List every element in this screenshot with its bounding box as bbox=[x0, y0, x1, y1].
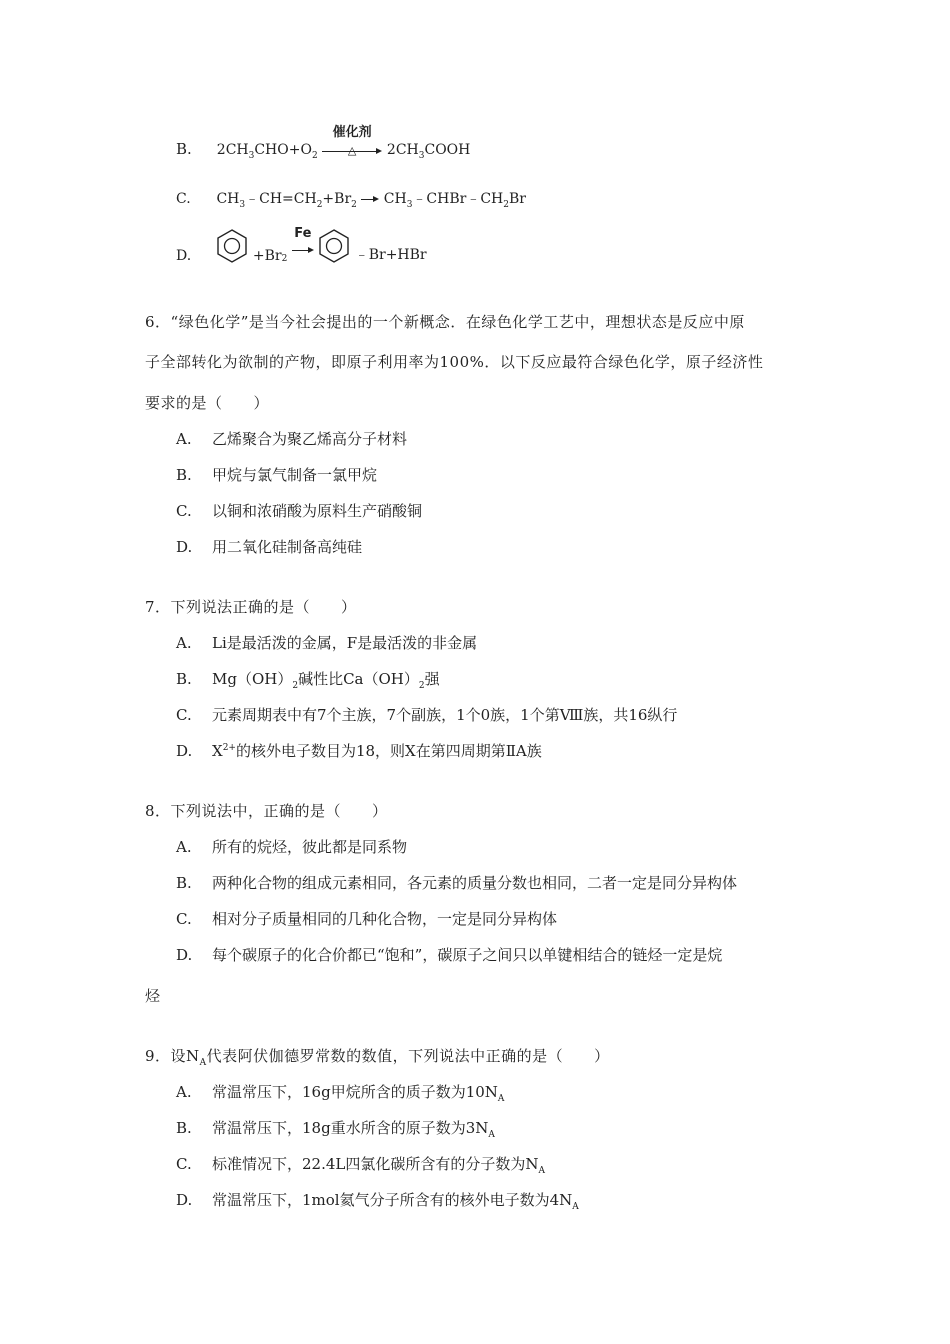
q7-option-c[interactable]: C. 元素周期表中有7个主族，7个副族，1个0族，1个第Ⅷ族，共16纵行 bbox=[176, 706, 678, 724]
q6-option-d[interactable]: D. 用二氧化硅制备高纯硅 bbox=[176, 538, 363, 556]
q8-option-a[interactable]: A. 所有的烷烃，彼此都是同系物 bbox=[176, 838, 408, 856]
q9-option-c[interactable]: C. 标准情况下，22.4L四氯化碳所含有的分子数为$N_A$ bbox=[176, 1155, 545, 1176]
reaction-arrow bbox=[361, 199, 375, 200]
reaction-arrow bbox=[292, 226, 314, 258]
q6-stem-line2: 子全部转化为欲制的产物，即原子利用率为100%．以下反应最符合绿色化学，原子经济性 bbox=[145, 353, 764, 371]
equation-reactants: $2CH_3CHO+O_2$ bbox=[216, 142, 318, 161]
q9-option-d[interactable]: D. 常温常压下，1mol氦气分子所含有的核外电子数为$4N_A$ bbox=[176, 1191, 579, 1212]
q6-option-a[interactable]: A. 乙烯聚合为聚乙烯高分子材料 bbox=[176, 430, 408, 448]
q8-option-c[interactable]: C. 相对分子质量相同的几种化合物，一定是同分异构体 bbox=[176, 910, 558, 928]
reaction-arrow bbox=[322, 125, 382, 159]
q8-option-b[interactable]: B. 两种化合物的组成元素相同，各元素的质量分数也相同，二者一定是同分异构体 bbox=[176, 874, 738, 892]
q8-option-d[interactable]: D. 每个碳原子的化合价都已“饱和”，碳原子之间只以单键相结合的链烃一定是烷 bbox=[176, 946, 723, 964]
q6-option-c[interactable]: C. 以铜和浓硝酸为原料生产硝酸铜 bbox=[176, 502, 423, 520]
q6-stem-line1: 6．“绿色化学”是当今社会提出的一个新概念．在绿色化学工艺中，理想状态是反应中原 bbox=[145, 313, 745, 331]
option-letter: C. bbox=[176, 191, 191, 207]
benzene-ring-icon bbox=[216, 228, 248, 264]
equation-products: $2CH_3COOH$ bbox=[386, 142, 471, 161]
q7-stem: 7．下列说法正确的是（ ） bbox=[145, 598, 357, 616]
q8-stem: 8．下列说法中，正确的是（ ） bbox=[145, 802, 388, 820]
q7-option-d[interactable]: D. $X^{2+}$的核外电子数目为18，则X在第四周期第ⅡA族 bbox=[176, 742, 542, 760]
option-letter: B. bbox=[176, 140, 192, 158]
heat-symbol: △ bbox=[347, 144, 357, 157]
q9-option-b[interactable]: B. 常温常压下，18g重水所含的原子数为$3N_A$ bbox=[176, 1119, 495, 1140]
q5-option-d: D. +Br2 Fe ﹣Br+HBr bbox=[176, 226, 427, 264]
q8-option-d-wrap: 烃 bbox=[145, 987, 161, 1005]
q5-option-c: C. $CH_3﹣CH=CH_2+Br_2$ $CH_3﹣CHBr﹣CH_2Br$ bbox=[176, 191, 526, 210]
q7-option-a[interactable]: A. Li是最活泼的金属，F是最活泼的非金属 bbox=[176, 634, 478, 652]
benzene-ring-icon bbox=[318, 228, 350, 264]
catalyst-label: Fe bbox=[294, 226, 312, 241]
q6-stem-line3: 要求的是（ ） bbox=[145, 394, 270, 412]
catalyst-label: 催化剂 bbox=[332, 125, 372, 140]
q6-option-b[interactable]: B. 甲烷与氯气制备一氯甲烷 bbox=[176, 466, 378, 484]
q9-option-a[interactable]: A. 常温常压下，16g甲烷所含的质子数为$10N_A$ bbox=[176, 1083, 505, 1104]
q9-stem: 9．设$N_A$代表阿伏伽德罗常数的数值，下列说法中正确的是（ ） bbox=[145, 1047, 610, 1068]
q5-option-b bbox=[176, 125, 471, 161]
q7-option-b[interactable]: B. $Mg(OH)_2$碱性比$Ca(OH)_2$强 bbox=[176, 670, 440, 691]
option-letter: D. bbox=[176, 248, 192, 264]
